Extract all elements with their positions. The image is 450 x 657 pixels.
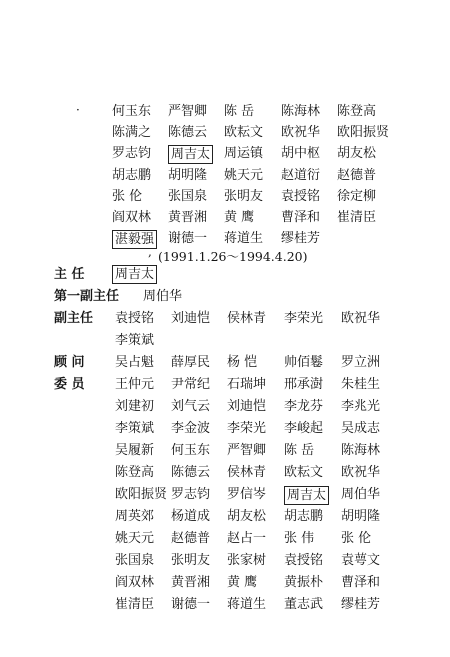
person-name: 周英郊 <box>115 509 155 524</box>
person-name: 赵占一 <box>227 531 267 546</box>
person-name: 陈德云 <box>171 465 211 480</box>
person-name: 黄 鹰 <box>224 210 255 225</box>
advisor-label: 顾 问 <box>54 355 85 370</box>
person-name: 崔清臣 <box>337 210 377 225</box>
person-name: 张 伟 <box>284 531 315 546</box>
person-name: 曹泽和 <box>341 575 381 590</box>
person-name: 蒋道生 <box>227 597 267 612</box>
person-name: 周吉太 <box>168 145 213 164</box>
person-name: 杨 恺 <box>227 355 258 370</box>
first-deputy-label: 第一副主任 <box>54 289 120 304</box>
person-name: 胡友松 <box>227 509 267 524</box>
person-name: 谢德一 <box>168 231 208 247</box>
person-name: 张家树 <box>227 553 267 568</box>
person-name: 张国泉 <box>115 553 155 568</box>
person-name: 石瑞坤 <box>227 377 267 392</box>
person-name: 张 伦 <box>112 188 143 204</box>
person-name: 张明友 <box>171 553 211 568</box>
person-name: 罗志钧 <box>171 487 211 502</box>
person-name: 陈登高 <box>337 104 377 119</box>
person-name: 杨道成 <box>171 509 211 524</box>
person-name: 严智卿 <box>168 104 208 119</box>
person-name: 袁授铭 <box>284 553 324 568</box>
person-name: 袁授铭 <box>281 188 321 204</box>
person-name: 李兆光 <box>341 399 381 414</box>
person-name: 刘气云 <box>171 399 211 414</box>
person-name: 张国泉 <box>168 188 208 204</box>
person-name: 陈登高 <box>115 465 155 480</box>
person-name: 何玉东 <box>112 104 152 119</box>
person-name: 王仲元 <box>115 377 155 392</box>
person-name: 帅佰鬈 <box>284 355 324 370</box>
person-name: 阎双林 <box>115 575 155 590</box>
person-name: 刘迪恺 <box>171 311 211 326</box>
person-name: 崔清臣 <box>115 597 155 612</box>
person-name: 阎双林 <box>112 210 152 225</box>
person-name: 罗立洲 <box>341 355 381 370</box>
person-name: 侯林青 <box>227 311 267 326</box>
person-name: 李荣光 <box>284 311 324 326</box>
person-name: 刘建初 <box>115 399 155 414</box>
person-name: 李峻起 <box>284 421 324 436</box>
person-name: 罗志钧 <box>112 146 152 162</box>
person-name: 胡中枢 <box>281 146 321 162</box>
person-name: 缪桂芳 <box>281 231 321 247</box>
person-name: 胡明隆 <box>341 509 381 524</box>
person-name: 蒋道生 <box>224 231 264 247</box>
person-name: 罗信岑 <box>227 487 267 502</box>
person-name: 张明友 <box>224 188 264 204</box>
director-name-boxed: 周吉太 <box>112 265 157 284</box>
person-name: 李策斌 <box>115 421 155 436</box>
first-deputy-name: 周伯华 <box>143 289 183 304</box>
person-name: 欧祝华 <box>281 125 321 141</box>
person-name: 李荣光 <box>227 421 267 436</box>
person-name: 黄晋湘 <box>171 575 211 590</box>
person-name: 张 伦 <box>341 531 372 546</box>
person-name: 胡志鹏 <box>112 167 152 183</box>
person-name: 侯林青 <box>227 465 267 480</box>
person-name: 欧耘文 <box>224 125 264 141</box>
person-name: 欧耘文 <box>284 465 324 480</box>
person-name: 谢德一 <box>171 597 211 612</box>
person-name: 周吉太 <box>284 486 329 505</box>
person-name: 尹常纪 <box>171 377 211 392</box>
director-label: 主 任 <box>54 267 85 282</box>
stray-mark: , <box>148 245 152 259</box>
person-name: 董志武 <box>284 597 324 612</box>
member-label: 委 员 <box>54 377 85 392</box>
person-name: 李金波 <box>171 421 211 436</box>
person-name: 陈 岳 <box>224 104 255 119</box>
person-name: 胡明隆 <box>168 167 208 183</box>
person-name: 黄晋湘 <box>168 210 208 225</box>
person-name: 吴履新 <box>115 443 155 458</box>
person-name: 欧祝华 <box>341 465 381 480</box>
person-name: 何玉东 <box>171 443 211 458</box>
person-name: 袁授铭 <box>115 311 155 326</box>
person-name: 陈海林 <box>281 104 321 119</box>
person-name: 薛厚民 <box>171 355 211 370</box>
person-name: 缪桂芳 <box>341 597 381 612</box>
person-name: 朱桂生 <box>341 377 381 392</box>
person-name: 湛毅强 <box>112 230 157 249</box>
person-name: 李龙芬 <box>284 399 324 414</box>
person-name: 胡友松 <box>337 146 377 162</box>
person-name: 袁萼文 <box>341 553 381 568</box>
person-name: 黄振朴 <box>284 575 324 590</box>
person-name: 陈海林 <box>341 443 381 458</box>
director-name <box>112 264 157 286</box>
person-name: 胡志鹏 <box>284 509 324 524</box>
person-name: 陈德云 <box>168 125 208 141</box>
person-name: 刘迪恺 <box>227 399 267 414</box>
person-name: 邢承澍 <box>284 377 324 392</box>
person-name: 赵道衍 <box>281 167 321 183</box>
person-name: 吴占魁 <box>115 355 155 370</box>
person-name: 严智卿 <box>227 443 267 458</box>
person-name: 周伯华 <box>341 487 381 502</box>
person-name: 赵德普 <box>337 167 377 183</box>
person-name: 李策斌 <box>115 333 155 348</box>
person-name: 欧阳振贤 <box>337 125 390 141</box>
person-name: 欧阳振贤 <box>115 487 168 502</box>
person-name: 陈满之 <box>112 125 152 141</box>
person-name: 曹泽和 <box>281 210 321 225</box>
person-name: 徐定柳 <box>337 188 377 204</box>
stray-mark: · <box>76 103 80 117</box>
person-name: 姚天元 <box>224 167 264 183</box>
deputy-label: 副主任 <box>54 311 94 326</box>
person-name: 赵德普 <box>171 531 211 546</box>
person-name: 吴成志 <box>341 421 381 436</box>
person-name: 黄 鹰 <box>227 575 258 590</box>
person-name: 周运镇 <box>224 146 264 162</box>
person-name: 欧祝华 <box>341 311 381 326</box>
person-name: 陈 岳 <box>284 443 315 458</box>
person-name: 姚天元 <box>115 531 155 546</box>
term-dates: (1991.1.26～1994.4.20) <box>158 249 308 264</box>
